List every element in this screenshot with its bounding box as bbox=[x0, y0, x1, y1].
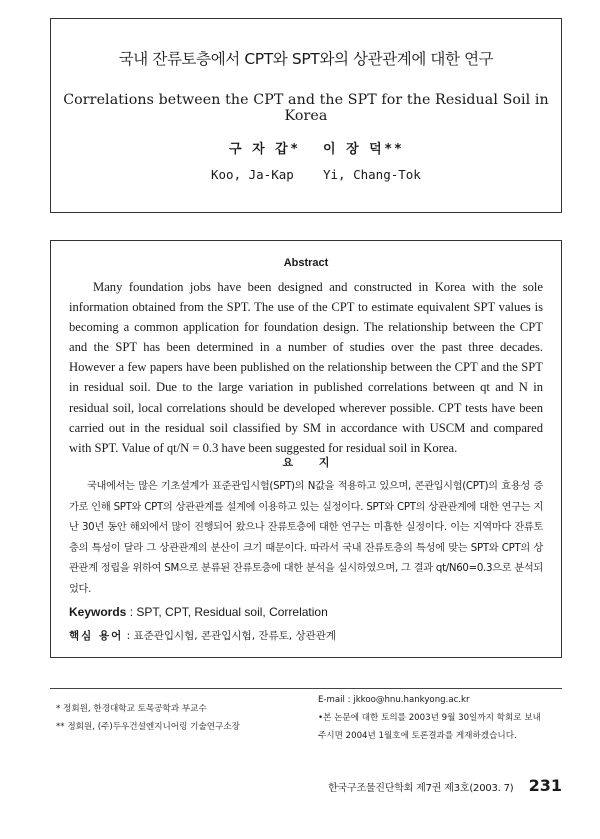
footnote-email: E-mail : jkkoo@hnu.hankyong.ac.kr bbox=[318, 695, 470, 705]
footnote-author1: * 정회원, 한경대학교 토목공학과 부교수 bbox=[56, 704, 207, 714]
page-footer bbox=[328, 776, 562, 795]
footnote-discussion-2: 주시면 2004년 1월호에 토론결과를 게재하겠습니다. bbox=[318, 731, 517, 741]
footnotes-left bbox=[56, 700, 240, 736]
keywords-label: Keywords bbox=[69, 605, 127, 619]
title-frame bbox=[50, 18, 562, 213]
footnote-author2: ** 정회원, (주)두우건설엔지니어링 기술연구소장 bbox=[56, 722, 240, 732]
abstract-box bbox=[50, 240, 562, 658]
page-number: 231 bbox=[528, 776, 562, 795]
abstract-body: Many foundation jobs have been designed and constructed in Korea with the sole information obtained from the SPT. The use of the CPT to estimate equivalent SPT values is becoming a common application for foundation design. The relationship between the CPT and the SPT has been determined in a number of studies over the past three decades. However a few papers have been published on the relationship between the CPT and the SPT in residual soil. Due to the large variation in published correlations between qt and N in residual soil, local correlations should be developed wherever possible. CPT tests have been carried out in the residual soil classified by SM in accordance with USCM and compared with SPT. Value of qt/N = 0.3 have been suggested for residual soil in Korea. bbox=[69, 280, 543, 455]
journal-citation: 한국구조물진단학회 제7권 제3호(2003. 7) bbox=[328, 783, 514, 794]
author2-korean: 이 장 덕** bbox=[323, 142, 405, 157]
author1-korean: 구 자 갑* bbox=[229, 142, 301, 157]
keywords-korean bbox=[69, 628, 336, 643]
keywords-english bbox=[69, 605, 328, 619]
yoji-heading: 요 지 bbox=[282, 456, 330, 469]
keywords-ko-label: 핵심 용어 bbox=[69, 630, 124, 642]
author1-english: Koo, Ja-Kap bbox=[211, 167, 294, 182]
footnotes-right bbox=[318, 691, 558, 745]
footnote-discussion-1: •본 논문에 대한 토의를 2003년 9월 30일까지 학회로 보내 bbox=[318, 713, 541, 723]
abstract-heading: Abstract bbox=[283, 257, 329, 269]
title-english: Correlations between the CPT and the SPT for the Residual Soil in Korea bbox=[63, 92, 549, 124]
yoji-body: 국내에서는 많은 기초설계가 표준관입시험(SPT)의 N값을 적용하고 있으며, 콘관입시험(CPT)의 효용성 증가로 인해 SPT와 CPT의 상관관계를 설계에 이용하고 있는 실정이다. SPT와 CPT의 상관관계에 대한 연구는 지난 30년 동안 해외에서 많이 진행되어 왔으나 잔류토층에 대한 연구는 미흡한 실정이다. 이는 지역마다 잔류토층의 특성이 달라 그 상관관계의 분산이 크기 때문이다. 따라서 국내 잔류토층의 특성에 맞는 SPT와 CPT의 상관관계 정립을 위하여 SM으로 분류된 잔류토층에 대한 분석을 실시하였으며, 그 결과 qt/N60=0.3으로 분석되었다. bbox=[69, 481, 543, 595]
footnote-rule bbox=[50, 688, 562, 689]
keywords-value: : SPT, CPT, Residual soil, Correlation bbox=[129, 605, 328, 619]
author2-english: Yi, Chang-Tok bbox=[323, 167, 421, 182]
title-korean: 국내 잔류토층에서 CPT와 SPT와의 상관관계에 대한 연구 bbox=[118, 50, 494, 68]
keywords-ko-value: : 표준관입시험, 콘관입시험, 잔류토, 상관관계 bbox=[126, 630, 337, 642]
